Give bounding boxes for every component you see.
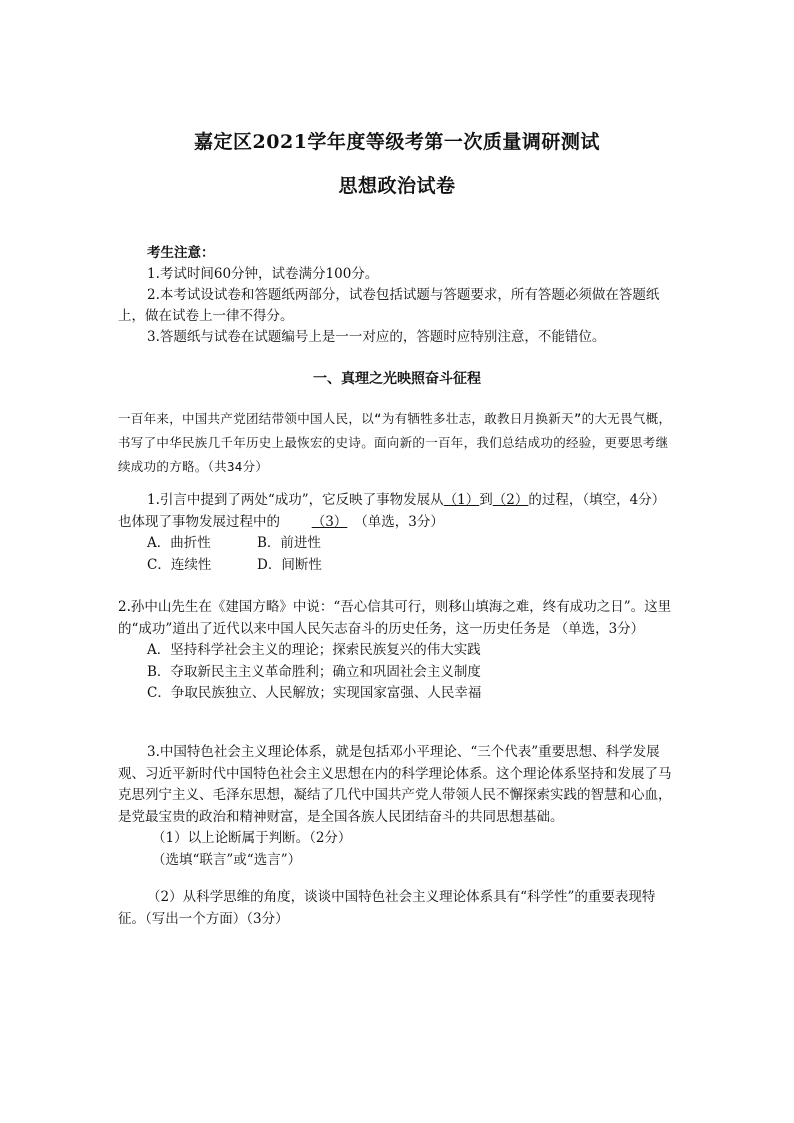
- q3-sub-2: （2）从科学思维的角度，谈谈中国特色社会主义理论体系具有“科学性”的重要表现特征。（写出一个方面）（3分）: [118, 889, 656, 927]
- q2-option-a: A．坚持科学社会主义的理论；探索民族复兴的伟大实践: [147, 642, 481, 658]
- q1-text-b: 到: [479, 492, 493, 508]
- q3-sub-1: （1）以上论断属于判断。（2分）: [152, 830, 352, 846]
- notice-item: 2.本考试设试卷和答题纸两部分，试卷包括试题与答题要求，所有答题必须做在答题纸上，做在试卷上一律不得分。: [118, 287, 660, 324]
- q1-text-c: 的过程，（填空，4分）也体现了事物发展过程中的: [118, 492, 666, 530]
- exam-title: 嘉定区2021学年度等级考第一次质量调研测试: [194, 131, 600, 153]
- question-3-stem: 3.中国特色社会主义理论体系，就是包括邓小平理论、“三个代表”重要思想、科学发展观、习近平新时代中国特色社会主义思想在内的科学理论体系。这个理论体系坚持和发展了马克思列宁主义、毛泽东思想，凝结了几代中国共产党人带领人民不懈探索实践的智慧和心血，是党最宝贵的政治和精神财富，是全国各族人民团结奋斗的共同思想基础。: [118, 744, 672, 825]
- question-2-stem: 2.孙中山先生在《建国方略》中说：“吾心信其可行，则移山填海之难，终有成功之日”。这里的“成功”道出了近代以来中国人民矢志奋斗的历史任务，这一历史任务是 （单选，3分）: [118, 599, 672, 637]
- notice-heading: 考生注意：: [147, 245, 215, 261]
- q1-option-b: B．前进性: [257, 535, 321, 551]
- notice-block: [118, 243, 678, 348]
- q3-sub-1-note: （选填“联言”或“选言”）: [152, 851, 302, 868]
- q1-text-a: 1.引言中提到了两处“成功”，它反映了事物发展从: [147, 492, 444, 508]
- exam-subtitle: 思想政治试卷: [338, 175, 456, 197]
- question-2: [118, 597, 678, 705]
- q1-option-a: A．曲折性: [147, 535, 211, 551]
- q1-blank-1: （1）: [443, 492, 480, 508]
- question-1: [118, 490, 678, 576]
- q1-option-c: C．连续性: [147, 556, 212, 573]
- q2-option-c: C．争取民族独立、人民解放；实现国家富强、人民幸福: [147, 685, 482, 701]
- q1-option-d: D．间断性: [257, 556, 322, 573]
- q1-options-row-2: [118, 555, 678, 577]
- q1-text-d: （单选，3分）: [354, 513, 444, 530]
- question-3: [118, 742, 678, 871]
- notice-item: 1.考试时间60分钟，试卷满分100分。: [147, 266, 379, 282]
- question-1-stem: [118, 490, 678, 533]
- notice-item: 3.答题纸与试卷在试题编号上是一一对应的，答题时应特别注意，不能错位。: [147, 329, 606, 345]
- section-title: 一、真理之光映照奋斗征程: [313, 371, 481, 387]
- q1-blank-3: （3）: [311, 513, 348, 530]
- q1-blank-2: （2）: [492, 492, 529, 508]
- section-intro: 一百年来，中国共产党团结带领中国人民，以“为有牺牲多壮志，敢教日月换新天”的大无畏气概，书写了中华民族几千年历史上最恢宏的史诗。面向新的一百年，我们总结成功的经验，更要思考继续成功的方略。（共34分）: [118, 411, 672, 474]
- q2-option-b: B．夺取新民主主义革命胜利；确立和巩固社会主义制度: [147, 663, 481, 680]
- q1-options-row-1: [118, 533, 678, 555]
- question-3-part-2: [118, 887, 678, 930]
